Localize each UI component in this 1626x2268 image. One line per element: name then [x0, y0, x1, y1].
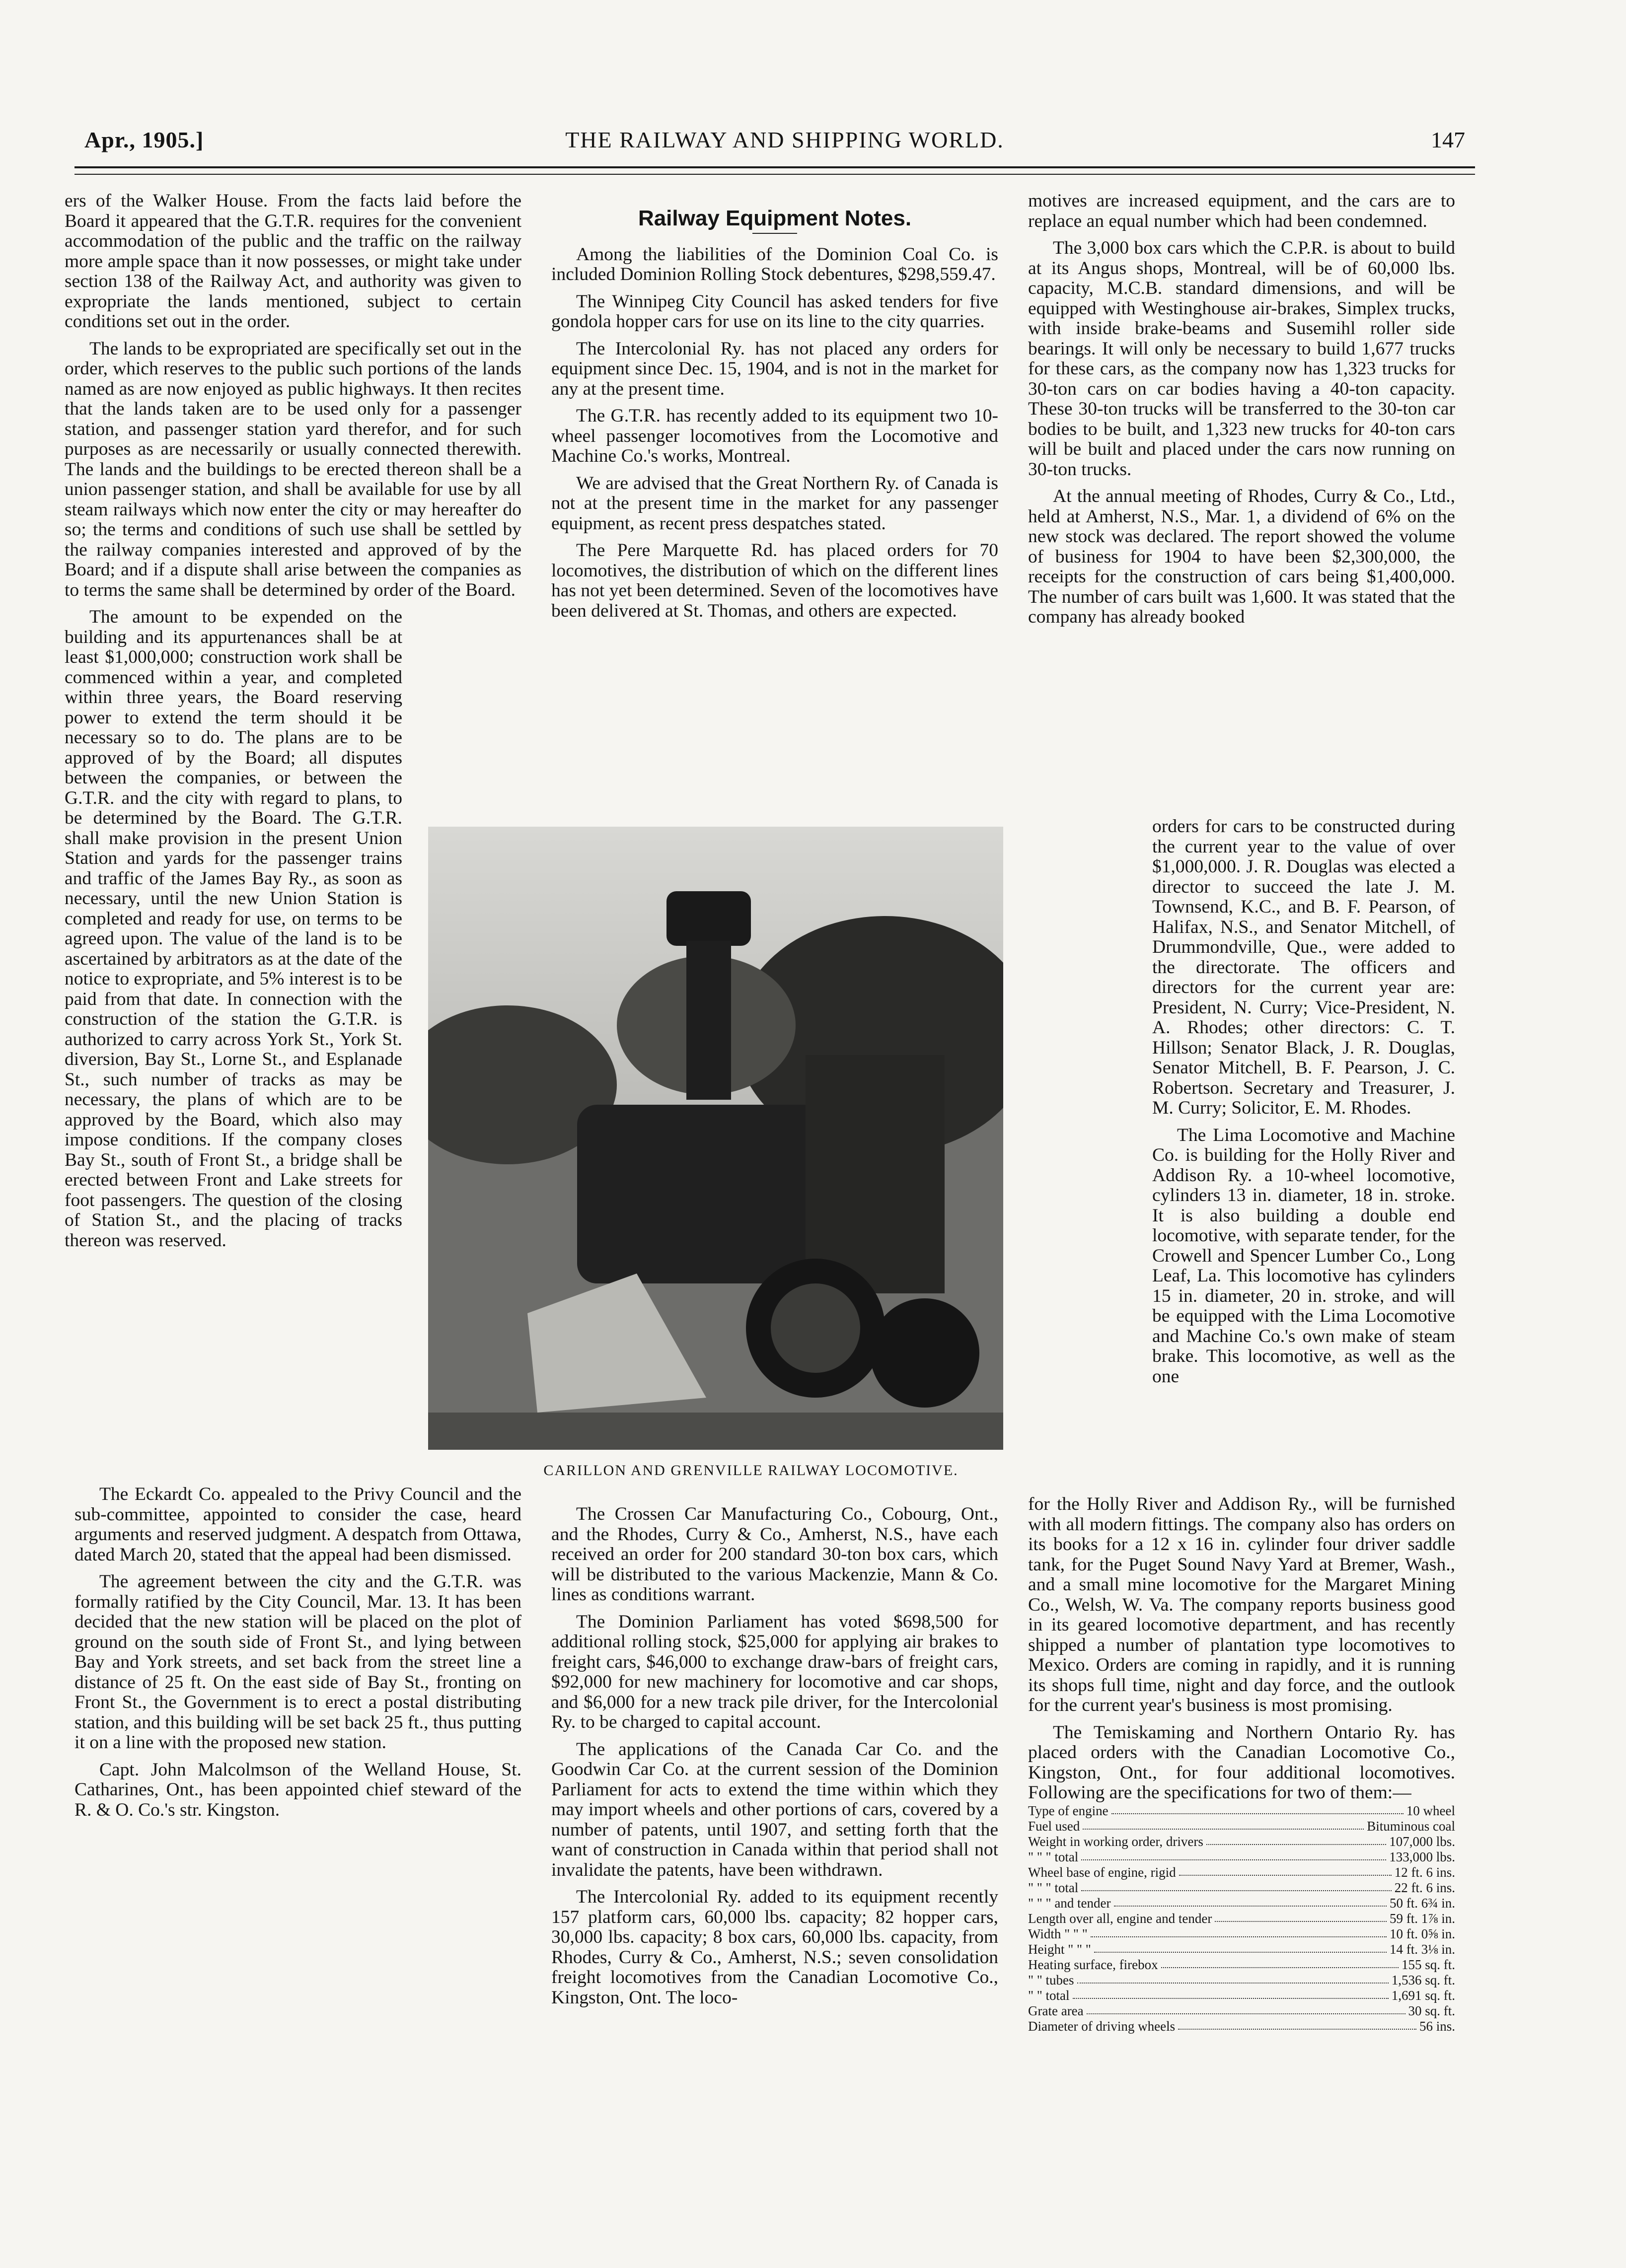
locomotive-illustration — [428, 827, 1003, 1450]
dot-leader — [1178, 2019, 1416, 2030]
header-rule-bottom — [74, 174, 1475, 175]
spec-row — [1028, 1896, 1455, 1911]
spec-label: Length over all, engine and tender — [1028, 1911, 1212, 1926]
spec-value: 1,691 sq. ft. — [1391, 1987, 1455, 2003]
spec-value: 155 sq. ft. — [1402, 1957, 1455, 1972]
paragraph: The Intercolonial Ry. added to its equipment recently 157 platform cars, 60,000 lbs. capacity; 82 hopper cars, 30,000 lbs. capacity; 8 box cars, 60,000 lbs. capacity, from Rhodes, Curry & Co., Amherst, N.S.; seven consolidation freight locomotives from the Canadian Locomotive Co., Kingston, Ont. The loco- — [551, 1887, 998, 2008]
spec-row — [1028, 2003, 1455, 2019]
column-right — [1028, 191, 1455, 628]
title-rule — [752, 233, 797, 234]
spec-value: 14 ft. 3⅛ in. — [1390, 1941, 1455, 1957]
spec-value: 50 ft. 6¾ in. — [1390, 1895, 1455, 1911]
dot-leader — [1077, 1973, 1389, 1984]
paragraph: ers of the Walker House. From the facts laid before the Board it appeared that the G.T.R. requires for the convenient accommodation of the public and the traffic on the railway more ample space than it now possesses, or might take under section 138 of the Railway Act, and authority was given to expropriate the lands mentioned, subject to certain conditions set out in the order. — [65, 191, 521, 332]
spec-value: 10 wheel — [1406, 1803, 1455, 1818]
dot-leader — [1179, 1865, 1392, 1876]
paragraph: At the annual meeting of Rhodes, Curry & Co., Ltd., held at Amherst, N.S., Mar. 1, a dividend of 6% on the new stock was declared. The report showed the volume of business for 1904 to have been $2,300,000, the receipts for the construction of cars being $1,400,000. The number of cars built was 1,600. It was stated that the company has already booked — [1028, 486, 1455, 627]
spec-row — [1028, 1973, 1455, 1988]
paragraph: motives are increased equipment, and the cars are to replace an equal number which had been condemned. — [1028, 191, 1455, 231]
photo-caption: CARILLON AND GRENVILLE RAILWAY LOCOMOTIVE. — [543, 1462, 959, 1479]
dot-leader — [1081, 1849, 1386, 1860]
paragraph: We are advised that the Great Northern Ry. of Canada is not at the present time in the market for any passenger equipment, as recent press despatches stated. — [551, 473, 998, 534]
dot-leader — [1114, 1896, 1387, 1907]
spec-value: 22 ft. 6 ins. — [1394, 1880, 1455, 1895]
paragraph: The Dominion Parliament has voted $698,500 for additional rolling stock, $25,000 for applying air brakes to freight cars, $46,000 to exchange draw-bars of freight cars, $92,000 for new machinery for locomotive and car shops, and $6,000 for a new track pile driver, for the Intercolonial Ry. to be charged to capital account. — [551, 1611, 998, 1732]
column-left-lower — [74, 1485, 521, 1820]
spec-row — [1028, 1834, 1455, 1849]
paragraph: Among the liabilities of the Dominion Coal Co. is included Dominion Rolling Stock debentures, $298,559.47. — [551, 244, 998, 284]
spec-row — [1028, 1942, 1455, 1957]
dot-leader — [1206, 1834, 1386, 1845]
spec-row — [1028, 1849, 1455, 1865]
spec-value: 133,000 lbs. — [1389, 1849, 1455, 1864]
spec-row — [1028, 1819, 1455, 1834]
locomotive-photo — [428, 827, 1003, 1450]
paragraph: The Crossen Car Manufacturing Co., Cobourg, Ont., and the Rhodes, Curry & Co., Amherst, N.S., have each received an order for 200 standard 30-ton box cars, which will be distributed to the various Mackenzie, Mann & Co. lines as conditions warrant. — [551, 1504, 998, 1605]
header-rule-top — [74, 166, 1475, 168]
dot-leader — [1083, 1819, 1364, 1830]
paragraph: Capt. John Malcolmson of the Welland House, St. Catharines, Ont., has been appointed chief steward of the R. & O. Co.'s str. Kingston. — [74, 1759, 521, 1820]
paragraph: The Lima Locomotive and Machine Co. is building for the Holly River and Addison Ry. a 10-wheel locomotive, cylinders 13 in. diameter, 18 in. stroke. It is also building a double end locomotive, with separate tender, for the Crowell and Spencer Lumber Co., Long Leaf, La. This locomotive has cylinders 15 in. diameter, 20 in. stroke, and will be equipped with the Lima Locomotive and Machine Co.'s own make of steam brake. This locomotive, as well as the one — [1152, 1125, 1455, 1387]
spec-label: " " " total — [1028, 1880, 1079, 1895]
paragraph: The Pere Marquette Rd. has placed orders for 70 locomotives, the distribution of which on the different lines has not yet been determined. Seven of the locomotives have been delivered at St. Thomas, and others are expected. — [551, 540, 998, 621]
paragraph: The Winnipeg City Council has asked tenders for five gondola hopper cars for use on its line to the city quarries. — [551, 291, 998, 332]
spec-label: " " " total — [1028, 1849, 1079, 1864]
spec-row — [1028, 1880, 1455, 1896]
issue-date: Apr., 1905.] — [84, 127, 204, 152]
paragraph: The agreement between the city and the G.T.R. was formally ratified by the City Council, Mar. 13. It has been decided that the new station will be placed on the plot of ground on the south side of Front St., and lying between Bay and York streets, and set back from the street line a distance of 25 ft. On the east side of Bay St., fronting on Front St., the Government is to erect a postal distributing station, and this building will be set back 25 ft., thus putting it on a line with the proposed new station. — [74, 1571, 521, 1753]
spec-value: 107,000 lbs. — [1389, 1834, 1455, 1849]
dot-leader — [1087, 2003, 1405, 2014]
paragraph: The G.T.R. has recently added to its equipment two 10-wheel passenger locomotives from the Locomotive and Machine Co.'s works, Montreal. — [551, 406, 998, 466]
dot-leader — [1091, 1926, 1387, 1937]
article-title: Railway Equipment Notes. — [638, 206, 912, 230]
spec-label: " " tubes — [1028, 1972, 1074, 1987]
spec-value: 59 ft. 1⅞ in. — [1390, 1911, 1455, 1926]
paragraph: The Eckardt Co. appealed to the Privy Council and the sub-committee, appointed to consider the case, heard arguments and reserved judgment. A despatch from Ottawa, dated March 20, stated that the appeal had been dismissed. — [74, 1484, 521, 1565]
spec-label: " " total — [1028, 1987, 1070, 2003]
dot-leader — [1073, 1988, 1389, 1999]
spec-value: 12 ft. 6 ins. — [1394, 1864, 1455, 1880]
dot-leader — [1081, 1880, 1391, 1891]
spec-label: Width " " " — [1028, 1926, 1088, 1941]
spec-value: Bituminous coal — [1367, 1818, 1455, 1834]
spec-row — [1028, 1957, 1455, 1973]
spec-row — [1028, 1911, 1455, 1926]
paragraph: orders for cars to be constructed during the current year to the value of over $1,000,000. J. R. Douglas was elected a director to succeed the late J. M. Townsend, K.C., and B. F. Pearson, of Halifax, N.S., and Senator Mitchell, of Drummondville, Que., were added to the directorate. The officers and directors for the current year are: President, N. Curry; Vice-President, N. A. Rhodes; other directors: C. T. Hillson; Senator Black, J. R. Douglas, Senator Mitchell, B. F. Pearson, J. C. Robertson. Secretary and Treasurer, J. M. Curry; Solicitor, E. M. Rhodes. — [1152, 816, 1455, 1118]
paragraph: for the Holly River and Addison Ry., will be furnished with all modern fittings. The company also has orders on its books for a 12 x 16 in. cylinder four driver saddle tank, for the Puget Sound Navy Yard at Bremer, Wash., and a small mine locomotive for the Margaret Mining Co., Welsh, W. Va. The company reports business good in its geared locomotive department, and has recently shipped a number of plantation type locomotives to Mexico. Orders are coming in rapidly, and it is running its shops full time, night and day force, and the outlook for the current year's business is most promising. — [1028, 1494, 1455, 1715]
spec-label: Weight in working order, drivers — [1028, 1834, 1203, 1849]
spec-label: Diameter of driving wheels — [1028, 2018, 1176, 2034]
dot-leader — [1111, 1803, 1404, 1814]
paragraph: The Temiskaming and Northern Ontario Ry. has placed orders with the Canadian Locomotive Co., Kingston, Ont., for four additional locomotives. Following are the specifications for two of them:— — [1028, 1722, 1455, 1803]
spec-label: Wheel base of engine, rigid — [1028, 1864, 1176, 1880]
column-middle-lower — [551, 1504, 998, 2008]
page-number: 147 — [1431, 127, 1465, 152]
paragraph: The lands to be expropriated are specifically set out in the order, which reserves to the public such portions of the lands named as are now enjoyed as public highways. It then recites that the lands taken are to be used only for a passenger station, and passenger station yard therefor, and for such purposes as are necessarily or usually connected therewith. The lands and the buildings to be erected thereon shall be a union passenger station, and shall be available for use by all steam railways which now enter the city or may hereafter do so; the terms and conditions of such use shall be settled by the railway companies interested and approved of by the Board; and if a dispute shall arise between the companies as to terms the same shall be determined by order of the Board. — [65, 338, 521, 600]
spec-value: 30 sq. ft. — [1408, 2003, 1455, 2018]
column-right-narrow — [1152, 817, 1455, 1387]
spec-label: Type of engine — [1028, 1803, 1109, 1818]
spec-row — [1028, 2019, 1455, 2034]
spec-value: 56 ins. — [1419, 2018, 1455, 2034]
spec-label: Height " " " — [1028, 1941, 1091, 1957]
spec-row — [1028, 1988, 1455, 2003]
paragraph: The 3,000 box cars which the C.P.R. is about to build at its Angus shops, Montreal, will be of 60,000 lbs. capacity, M.C.B. standard dimensions, and will be equipped with Westinghouse air-brakes, Simplex trucks, with inside brake-beams and Susemihl roller side bearings. It will only be necessary to build 1,677 trucks for these cars, as the company now has 1,323 trucks for 30-ton cars on car bodies having a 40-ton capacity. These 30-ton trucks will be transferred to the 30-ton car bodies to be built, and 1,323 new trucks for 40-ton cars will be built and placed under the cars now running on 30-ton trucks. — [1028, 238, 1455, 480]
locomotive-specifications-table — [1028, 1803, 1455, 2034]
spec-row — [1028, 1865, 1455, 1880]
column-right-lower — [1028, 1494, 1455, 2034]
paragraph: The applications of the Canada Car Co. and the Goodwin Car Co. at the current session of the Dominion Parliament for acts to extend the time within which they may import wheels and other portions of cars, covered by a number of patents, until 1907, and setting forth that the want of construction in Canada within that period shall not invalidate the patents, have been withdrawn. — [551, 1739, 998, 1880]
column-middle — [551, 206, 998, 621]
spec-label: Fuel used — [1028, 1818, 1080, 1834]
spec-label: Heating surface, firebox — [1028, 1957, 1158, 1972]
paragraph: The amount to be expended on the building and its appurtenances shall be at least $1,000,000; construction work shall be commenced within a year, and completed within three years, the Board reserving power to extend the term should it be necessary so to do. The plans are to be approved of by the Board; all disputes between the companies, or between the G.T.R. and the city with regard to plans, to be determined by the Board. The G.T.R. shall make provision in the present Union Station and yards for the passenger trains and traffic of the James Bay Ry., as soon as necessary, until the new Union Station is completed and ready for use, on terms to be agreed upon. The value of the land is to be ascertained by arbitrators as at the date of the notice to expropriate, and 5% interest is to be paid from that date. In connection with the construction of the station the G.T.R. is authorized to carry across York St., York St. diversion, Bay St., Lorne St., and Esplanade St., such number of tracks as may be necessary, the plans of which are to be approved by the Board, which also may impose conditions. If the company closes Bay St., south of Front St., a bridge shall be erected between Front and Lake streets for foot passengers. The question of the closing of Station St., and the placing of tracks thereon was reserved. — [65, 607, 402, 1251]
spec-row — [1028, 1926, 1455, 1942]
journal-title: THE RAILWAY AND SHIPPING WORLD. — [565, 127, 1004, 152]
dot-leader — [1215, 1911, 1387, 1922]
dot-leader — [1161, 1957, 1399, 1968]
spec-label: " " " and tender — [1028, 1895, 1111, 1911]
spec-row — [1028, 1803, 1455, 1819]
spec-value: 1,536 sq. ft. — [1391, 1972, 1455, 1987]
paragraph: The Intercolonial Ry. has not placed any orders for equipment since Dec. 15, 1904, and is not in the market for any at the present time. — [551, 338, 998, 399]
dot-leader — [1094, 1942, 1387, 1953]
spec-value: 10 ft. 0⅝ in. — [1390, 1926, 1455, 1941]
spec-label: Grate area — [1028, 2003, 1084, 2018]
